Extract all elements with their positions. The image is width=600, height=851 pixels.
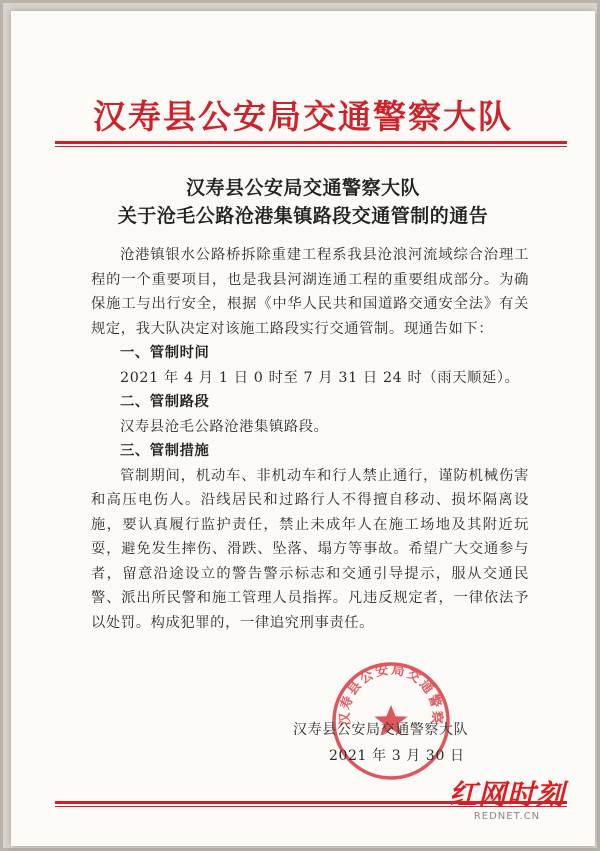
masthead-rule-thick <box>55 141 567 144</box>
section-text-time: 2021 年 4 月 1 日 0 时至 7 月 31 日 24 时（雨天顺延）。 <box>120 369 520 386</box>
notice-title-line2: 关于沧毛公路沧港集镇路段交通管制的通告 <box>117 205 489 227</box>
rednet-logo-url: REDNET.CN <box>473 811 541 822</box>
signature-date: 2021 年 3 月 30 日 <box>329 748 465 764</box>
rednet-logo <box>427 773 587 833</box>
rednet-logo-text: 红网时刻 <box>448 778 565 811</box>
notice-body <box>91 243 529 635</box>
document-paper <box>11 11 595 846</box>
section-text-road: 汉寿县沧毛公路沧港集镇路段。 <box>120 418 329 435</box>
section-heading-time: 一、管制时间 <box>120 345 210 361</box>
section-heading-road: 二、管制路段 <box>120 394 210 410</box>
notice-title-line1: 汉寿县公安局交通警察大队 <box>185 177 420 199</box>
intro-paragraph: 沧港镇银水公路桥拆除重建工程系我县沧浪河流域综合治理工程的一个重要项目，也是我县河湖连通工程的重要组成部分。为确保施工与出行安全，根据《中华人民共和国道路交通安全法》有关规定，我大队决定对该施工路段实行交通管制。现通告如下： <box>91 247 529 337</box>
signature-org: 汉寿县公安局交通警察大队 <box>293 722 469 738</box>
section-heading-measures: 三、管制措施 <box>120 443 210 459</box>
masthead-rule-thin <box>55 146 567 147</box>
section-text-measures: 管制期间，机动车、非机动车和行人禁止通行，谨防机械伤害和高压电伤人。沿线居民和过路行人不得擅自移动、损坏隔离设施，要认真履行监护责任，禁止未成年人在施工场地及其附近玩耍，避免发生摔伤、滑跌、坠落、塌方等事故。希望广大交通参与者，留意沿途设立的警告警示标志和交通引导提示，服从交通民警、派出所民警和施工管理人员指挥。凡违反规定者，一律依法予以处罚。构成犯罪的，一律追究刑事责任。 <box>91 467 529 631</box>
seal-arc-text: 汉寿县公安局交通警察 <box>337 662 445 726</box>
red-masthead: 汉寿县公安局交通警察大队 <box>93 97 513 136</box>
